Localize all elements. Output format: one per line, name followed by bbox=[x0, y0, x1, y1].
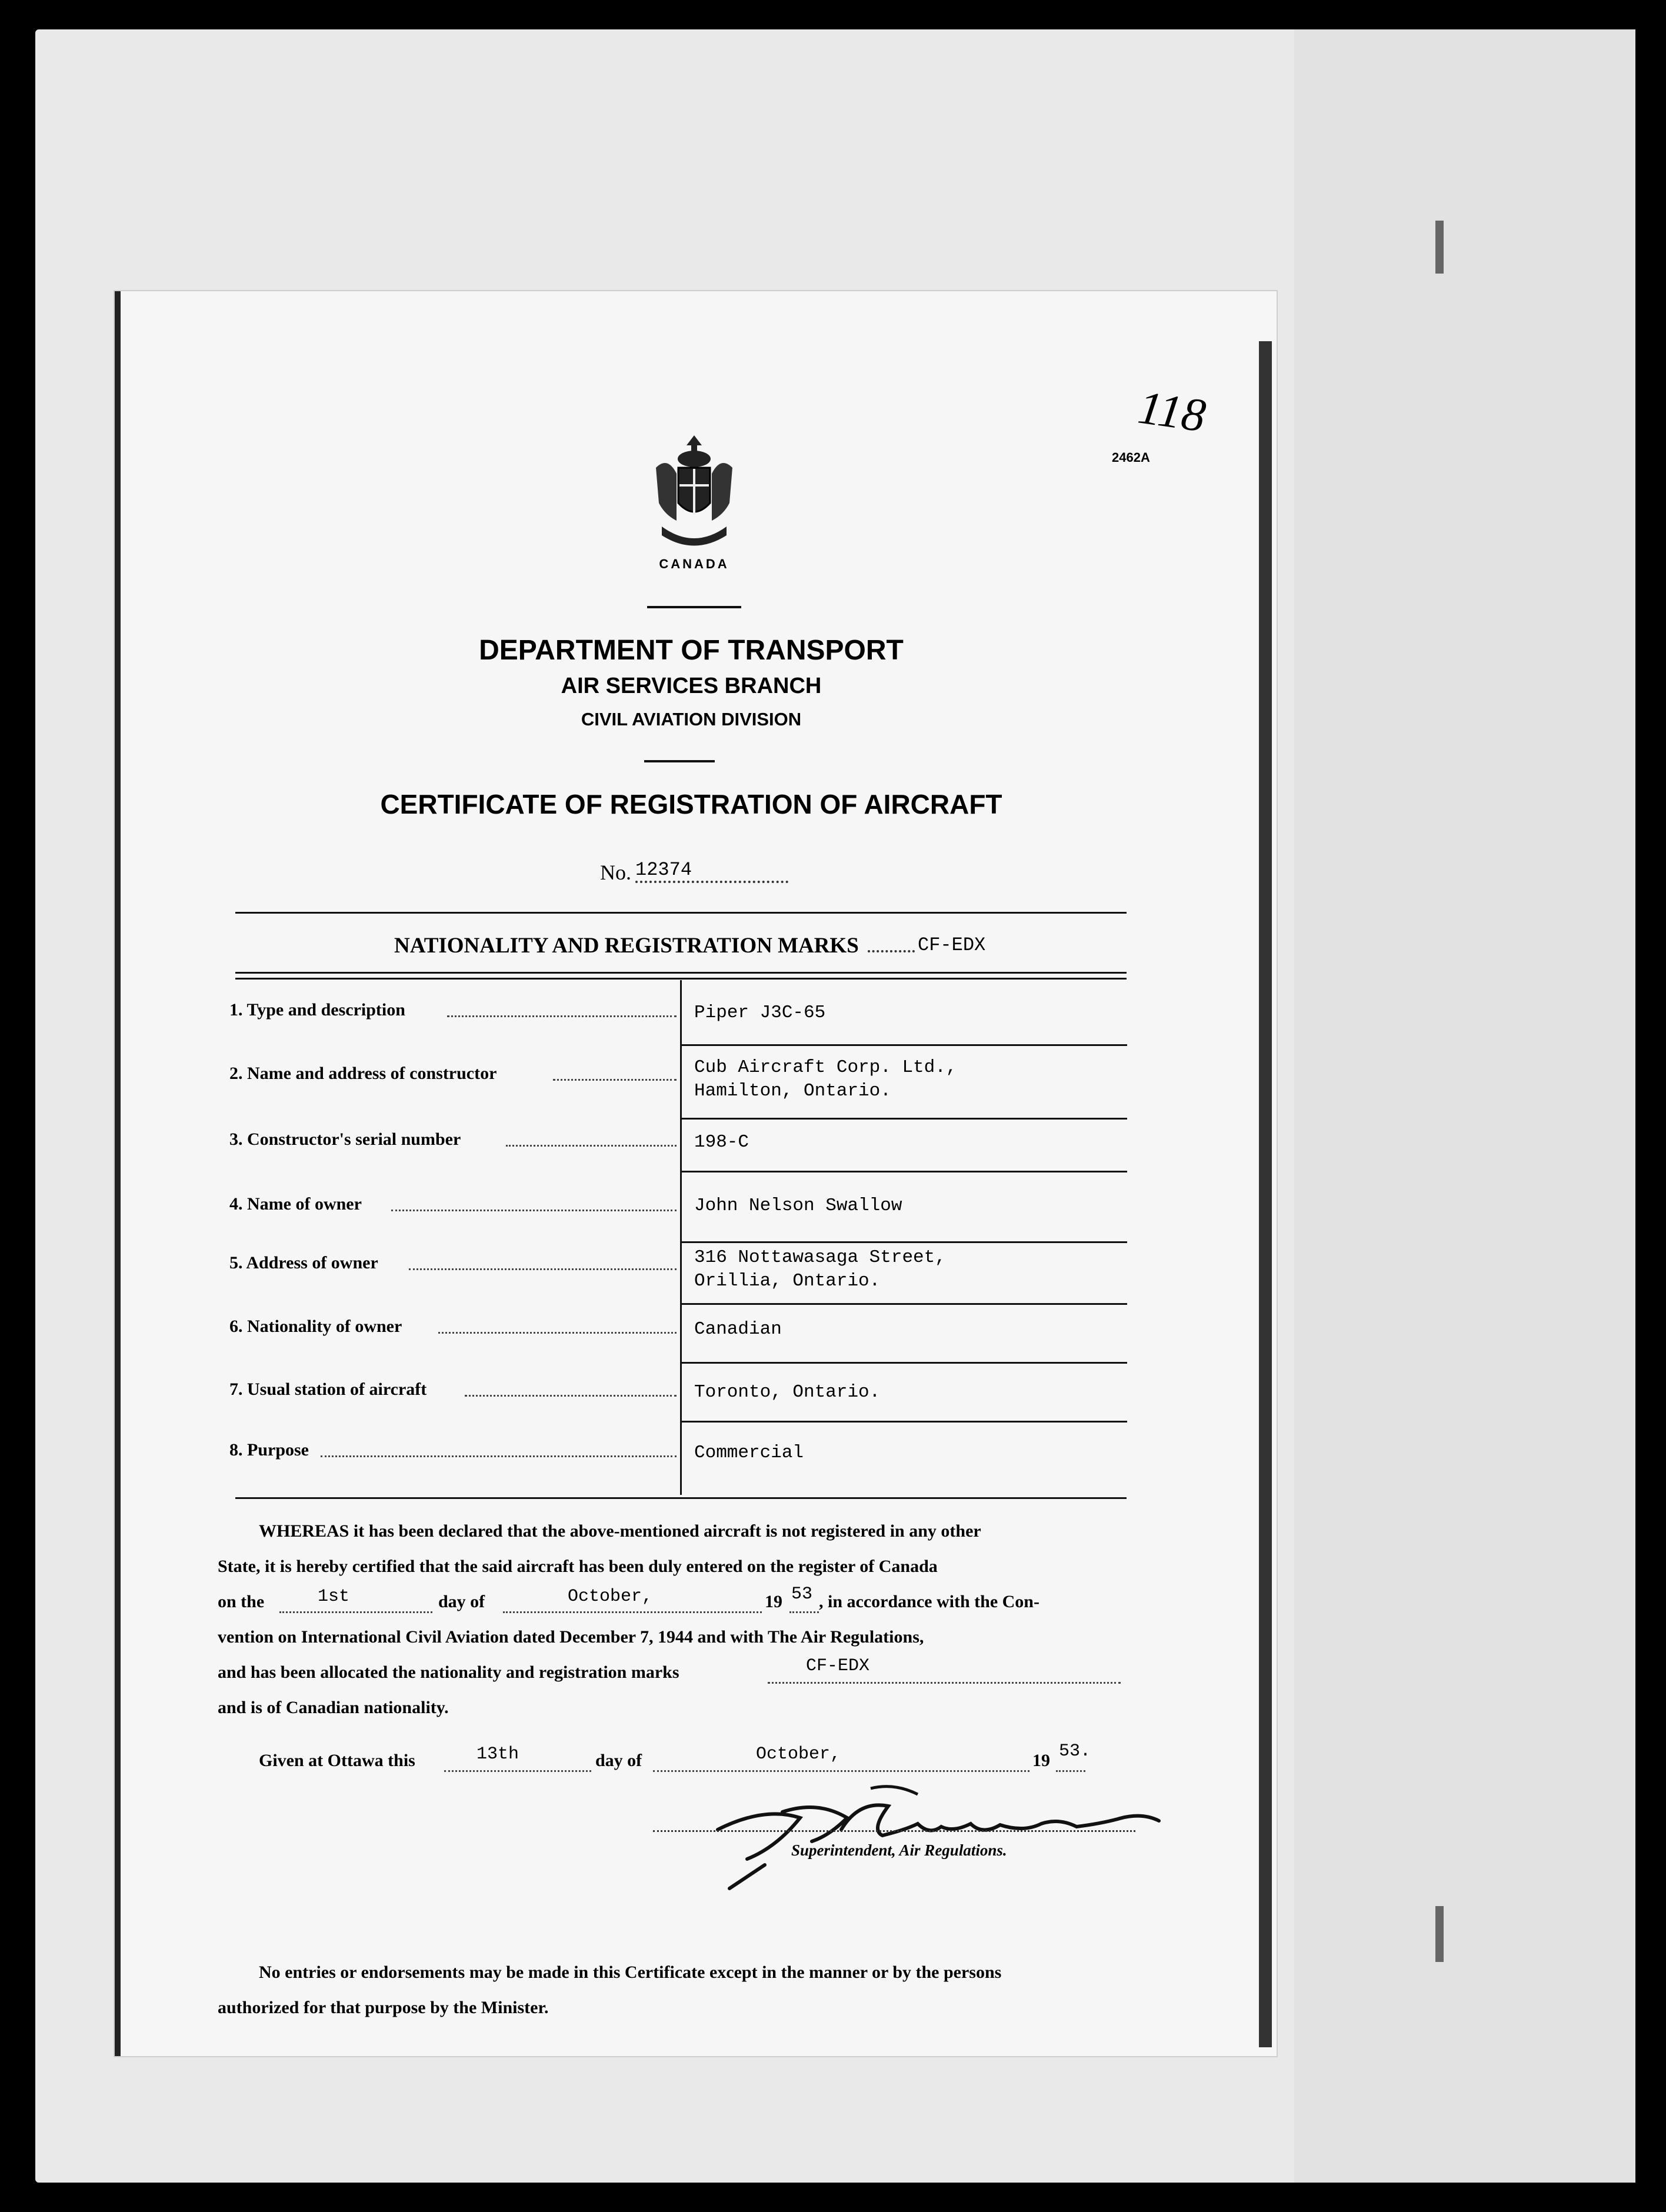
declaration-line: day of bbox=[438, 1592, 485, 1611]
declaration-line: and is of Canadian nationality. bbox=[218, 1698, 449, 1717]
divider bbox=[647, 606, 741, 608]
dotted-leader bbox=[1056, 1767, 1085, 1772]
branch-title: AIR SERVICES BRANCH bbox=[561, 674, 822, 698]
row-value-nationality: Canadian bbox=[694, 1319, 782, 1340]
dotted-leader bbox=[447, 1012, 677, 1017]
registration-marks-label: NATIONALITY AND REGISTRATION MARKS bbox=[394, 934, 859, 958]
table-column-divider bbox=[680, 980, 682, 1495]
registration-marks-value: CF-EDX bbox=[918, 934, 986, 956]
crop-mark bbox=[1435, 1906, 1444, 1962]
row-label-owner-name: 4. Name of owner bbox=[229, 1194, 362, 1214]
given-text: day of bbox=[595, 1751, 642, 1770]
row-label-serial: 3. Constructor's serial number bbox=[229, 1130, 461, 1149]
declaration-line: , in accordance with the Con- bbox=[819, 1592, 1039, 1611]
dotted-leader bbox=[768, 1678, 1121, 1684]
department-title: DEPARTMENT OF TRANSPORT bbox=[479, 635, 904, 666]
crop-mark bbox=[1435, 221, 1444, 274]
table-rule bbox=[680, 1044, 1127, 1046]
table-rule bbox=[680, 1303, 1127, 1305]
dotted-leader bbox=[321, 1452, 677, 1457]
dotted-leader bbox=[653, 1767, 1029, 1772]
declaration-line: WHEREAS it has been declared that the above-mentioned aircraft is not registered in any other bbox=[259, 1521, 981, 1541]
dotted-leader bbox=[503, 1608, 762, 1613]
table-rule bbox=[680, 1362, 1127, 1364]
table-rule bbox=[235, 912, 1127, 914]
declaration-line: and has been allocated the nationality and registration marks bbox=[218, 1663, 679, 1682]
certificate-number: 12374 bbox=[635, 859, 788, 883]
dotted-leader bbox=[409, 1265, 677, 1270]
given-text: Given at Ottawa this bbox=[259, 1751, 415, 1770]
row-value-serial: 198-C bbox=[694, 1132, 749, 1152]
row-label-purpose: 8. Purpose bbox=[229, 1440, 309, 1460]
given-year: 53. bbox=[1059, 1741, 1091, 1761]
row-value-owner-name: John Nelson Swallow bbox=[694, 1195, 902, 1216]
given-month: October, bbox=[756, 1744, 841, 1764]
dotted-leader bbox=[391, 1206, 677, 1211]
table-rule bbox=[235, 1497, 1127, 1499]
dotted-leader bbox=[444, 1767, 591, 1772]
row-label-constructor: 2. Name and address of constructor bbox=[229, 1064, 497, 1083]
row-value-station: Toronto, Ontario. bbox=[694, 1382, 881, 1403]
declaration-marks: CF-EDX bbox=[806, 1656, 870, 1676]
row-value-constructor: Cub Aircraft Corp. Ltd., Hamilton, Ontario. bbox=[694, 1057, 957, 1101]
country-label: CANADA bbox=[659, 557, 729, 571]
declaration-line: 19 bbox=[765, 1592, 782, 1611]
sheet-edge bbox=[1259, 341, 1272, 2047]
certificate-number-label: No. bbox=[600, 861, 631, 884]
row-label-station: 7. Usual station of aircraft bbox=[229, 1380, 427, 1399]
table-rule bbox=[680, 1171, 1127, 1172]
form-number: 2462A bbox=[1112, 450, 1150, 465]
photo-right-panel bbox=[1294, 29, 1635, 2183]
dotted-leader bbox=[279, 1608, 432, 1613]
given-text: 19 bbox=[1032, 1751, 1050, 1770]
division-title: CIVIL AVIATION DIVISION bbox=[581, 709, 802, 729]
registration-day: 1st bbox=[318, 1587, 350, 1607]
dotted-leader bbox=[789, 1608, 819, 1613]
certificate-title: CERTIFICATE OF REGISTRATION OF AIRCRAFT bbox=[380, 789, 1002, 819]
table-rule bbox=[235, 978, 1127, 980]
dotted-leader bbox=[553, 1075, 677, 1081]
signatory-title: Superintendent, Air Regulations. bbox=[791, 1841, 1007, 1859]
table-rule bbox=[235, 972, 1127, 974]
table-rule bbox=[680, 1118, 1127, 1120]
footer-line: No entries or endorsements may be made in this Certificate except in the manner or by the persons bbox=[259, 1963, 1002, 1982]
coat-of-arms-icon bbox=[650, 432, 738, 556]
row-value-purpose: Commercial bbox=[694, 1443, 804, 1463]
signature-line bbox=[653, 1827, 1135, 1832]
handwritten-number: 118 bbox=[1135, 381, 1209, 442]
dotted-leader bbox=[506, 1141, 677, 1147]
row-label-owner-address: 5. Address of owner bbox=[229, 1253, 378, 1272]
declaration-line: on the bbox=[218, 1592, 265, 1611]
row-value-type: Piper J3C-65 bbox=[694, 1002, 826, 1023]
dotted-leader bbox=[465, 1391, 677, 1397]
registration-year: 53 bbox=[791, 1584, 813, 1604]
table-rule bbox=[680, 1241, 1127, 1243]
divider bbox=[644, 760, 715, 762]
row-label-nationality: 6. Nationality of owner bbox=[229, 1317, 402, 1336]
declaration-line: vention on International Civil Aviation dated December 7, 1944 and with The Air Regulations, bbox=[218, 1627, 924, 1647]
given-day: 13th bbox=[477, 1744, 519, 1764]
dotted-leader bbox=[438, 1328, 677, 1334]
registration-month: October, bbox=[568, 1587, 653, 1607]
footer-line: authorized for that purpose by the Minister. bbox=[218, 1998, 549, 2017]
signature-icon bbox=[694, 1777, 1177, 1894]
row-label-type: 1. Type and description bbox=[229, 1000, 405, 1020]
dotted-leader bbox=[868, 944, 915, 952]
table-rule bbox=[680, 1421, 1127, 1423]
declaration-line: State, it is hereby certified that the said aircraft has been duly entered on the register of Canada bbox=[218, 1557, 938, 1576]
row-value-owner-address: 316 Nottawasaga Street, Orillia, Ontario. bbox=[694, 1247, 946, 1291]
